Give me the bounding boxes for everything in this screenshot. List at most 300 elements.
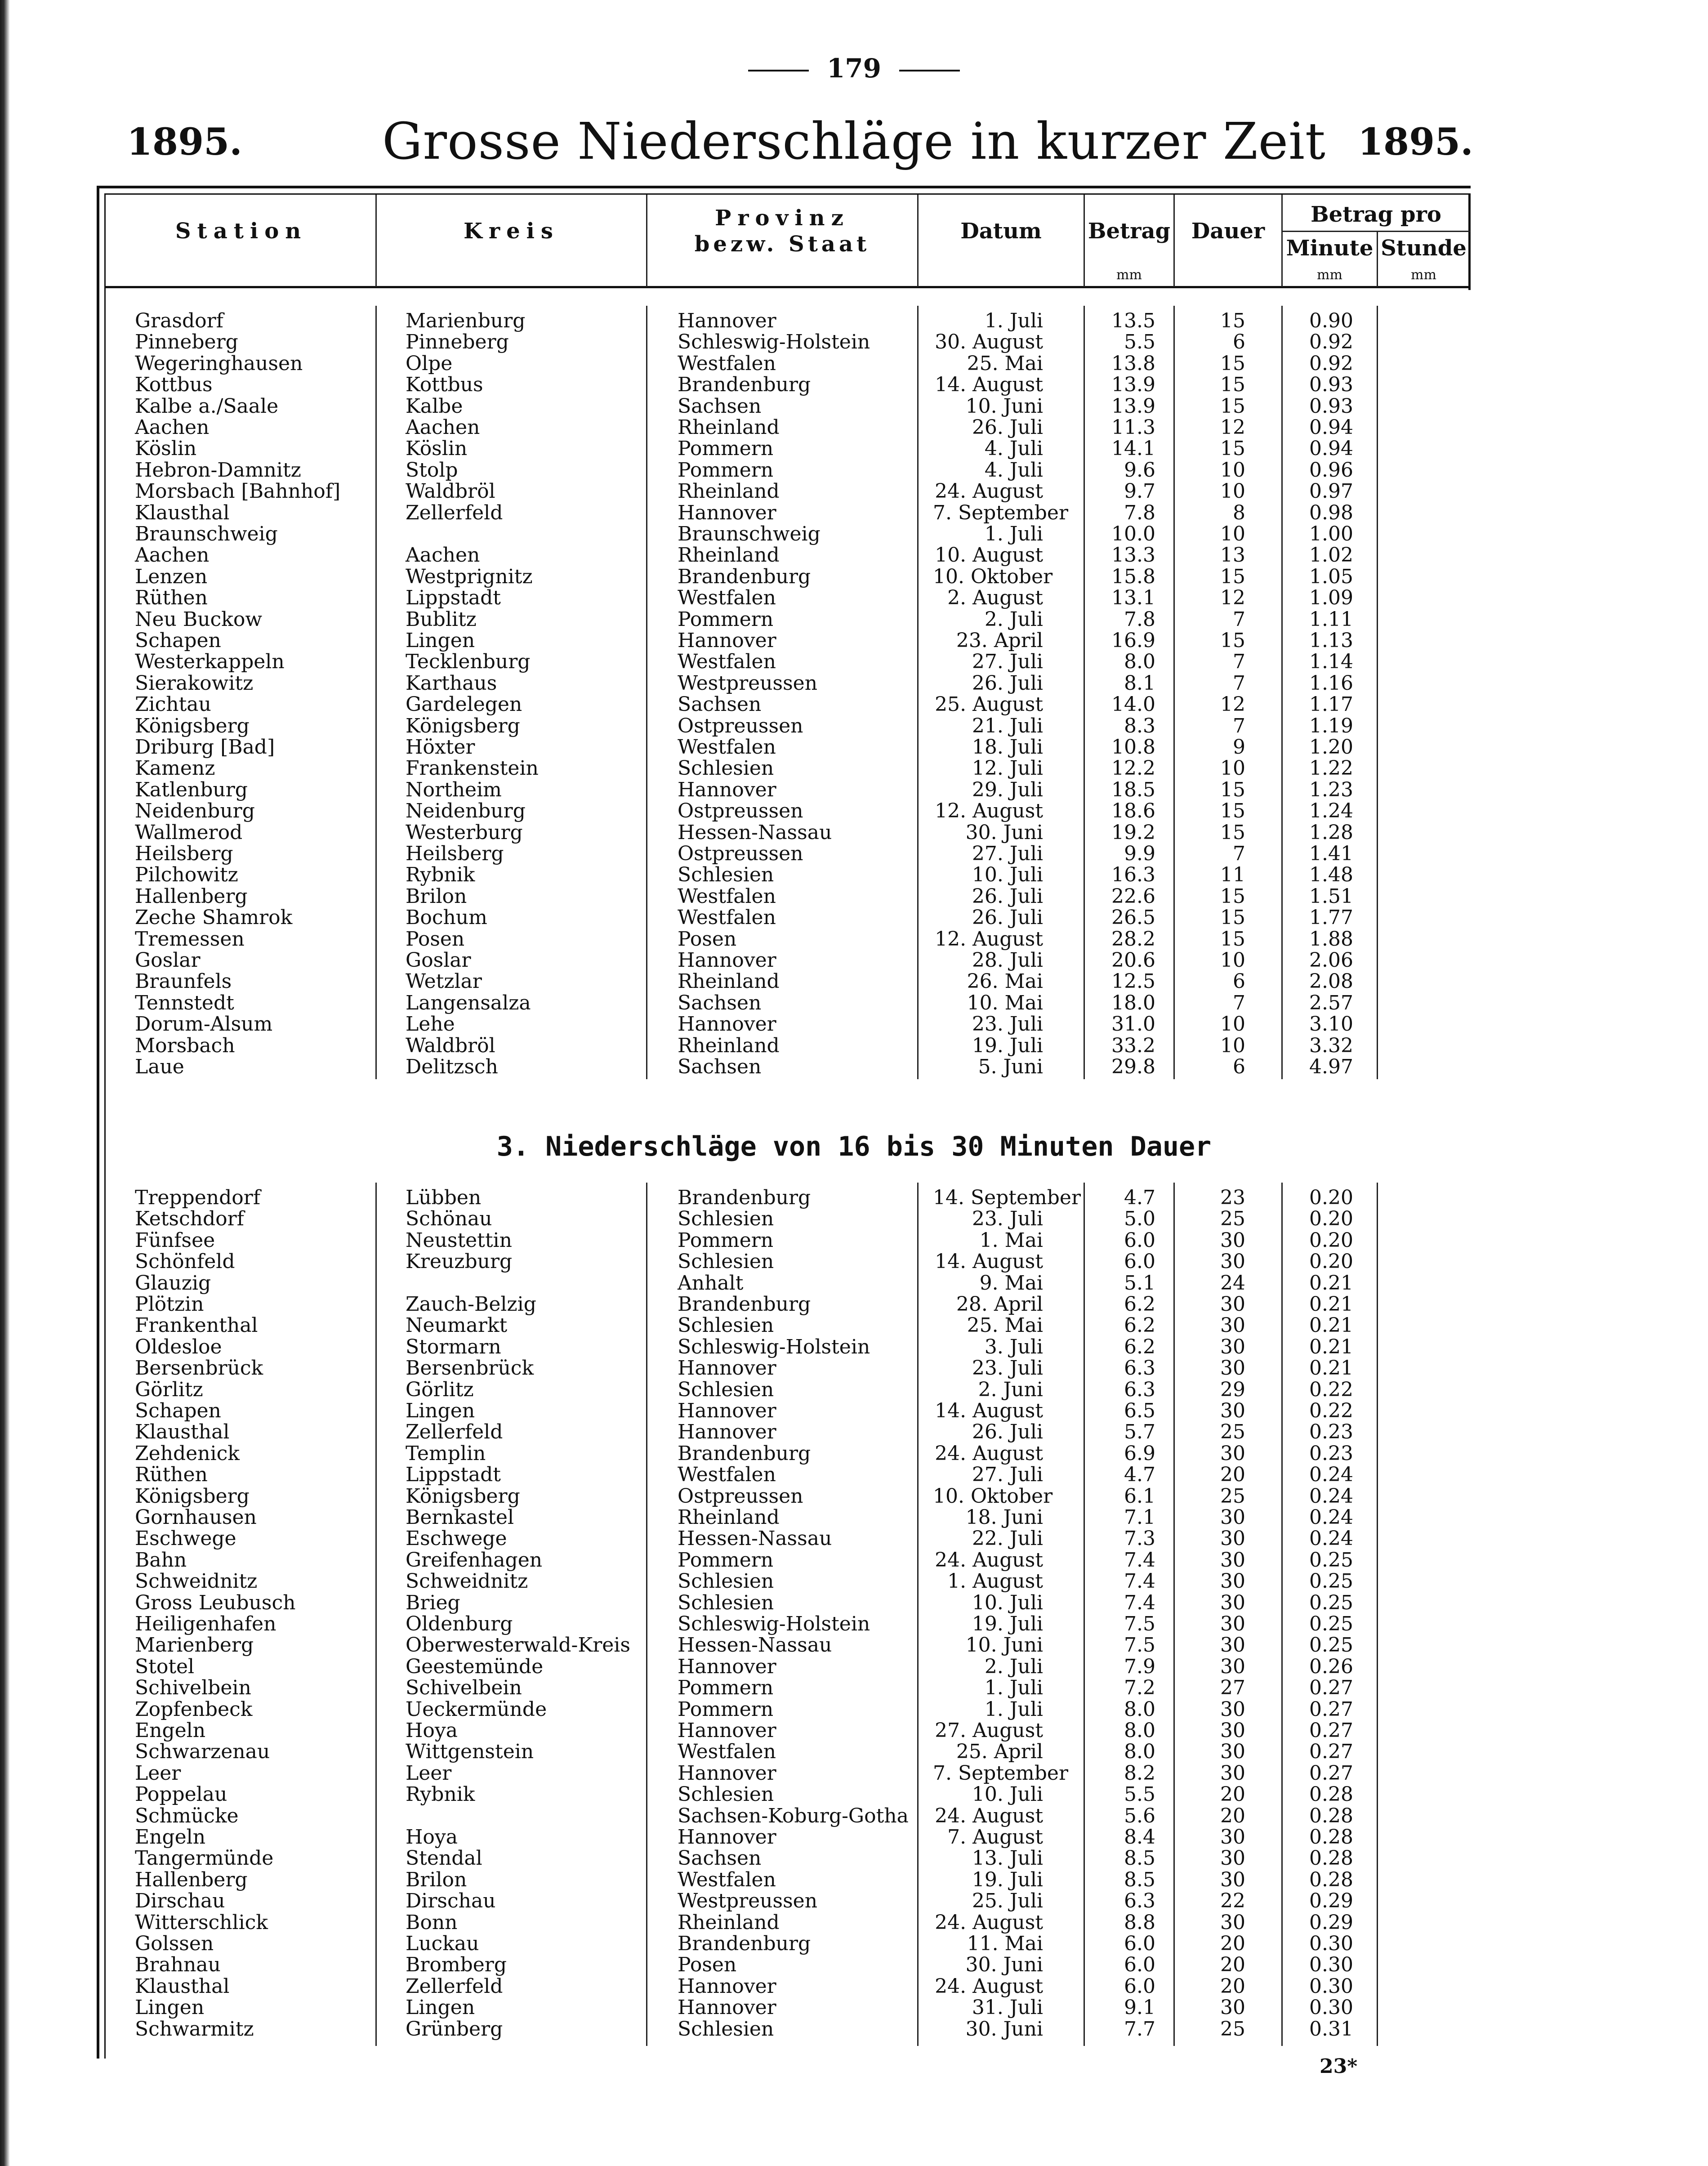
provinz-cell: Hessen-Nassau — [678, 1634, 832, 1657]
table-row — [0, 1848, 1708, 1869]
datum-cell: 9. Mai — [979, 1271, 1043, 1295]
table-row — [0, 1379, 1708, 1400]
station-cell: Golssen — [135, 1932, 214, 1955]
table-row — [0, 1933, 1708, 1954]
dauer-cell: 15 — [1220, 778, 1245, 801]
datum-cell: 30. Juni — [965, 2017, 1043, 2041]
station-cell: Hallenberg — [135, 884, 248, 908]
dauer-cell: 10 — [1220, 1034, 1245, 1057]
table-row — [0, 310, 1708, 331]
datum-cell: 24. August — [935, 1804, 1043, 1827]
kreis-cell: Lippstadt — [406, 1463, 501, 1487]
kreis-cell: Lingen — [406, 629, 475, 652]
station-cell: Heiligenhafen — [135, 1612, 276, 1635]
table-row — [0, 1656, 1708, 1677]
station-cell: Wallmerod — [135, 821, 243, 844]
kreis-cell: Olpe — [406, 352, 453, 375]
minute-cell: 0.27 — [1309, 1719, 1353, 1742]
station-cell: Lingen — [135, 1996, 205, 2019]
dauer-cell: 7 — [1233, 607, 1245, 631]
header-provinz — [647, 198, 917, 265]
minute-cell: 1.24 — [1309, 799, 1353, 823]
station-cell: Sierakowitz — [135, 671, 254, 695]
datum-cell: 18. Juni — [965, 1506, 1043, 1529]
kreis-cell: Zellerfeld — [406, 501, 503, 524]
provinz-cell: Brandenburg — [678, 373, 811, 397]
station-cell: Neidenburg — [135, 799, 255, 823]
dauer-cell: 7 — [1233, 714, 1245, 737]
provinz-cell: Brandenburg — [678, 1293, 811, 1316]
minute-cell: 1.13 — [1309, 629, 1353, 652]
kreis-cell: Eschwege — [406, 1527, 507, 1550]
datum-cell: 30. Juni — [965, 821, 1043, 844]
betrag-cell: 33.2 — [1111, 1034, 1155, 1057]
dauer-cell: 27 — [1220, 1676, 1245, 1700]
kreis-cell: Ueckermünde — [406, 1697, 547, 1721]
table-row — [0, 886, 1708, 907]
provinz-cell: Schlesien — [678, 2017, 774, 2041]
dauer-cell: 30 — [1220, 1911, 1245, 1934]
betrag-cell: 9.6 — [1124, 458, 1155, 482]
unit-minute: mm — [1317, 267, 1342, 283]
kreis-cell: Schivelbein — [406, 1676, 522, 1700]
dauer-cell: 22 — [1220, 1889, 1245, 1913]
dauer-cell: 30 — [1220, 1293, 1245, 1316]
datum-cell: 25. Mai — [967, 1314, 1043, 1337]
provinz-cell: Pommern — [678, 437, 774, 460]
datum-cell: 27. Juli — [972, 650, 1043, 674]
provinz-cell: Schleswig-Holstein — [678, 1612, 870, 1635]
betrag-cell: 13.8 — [1111, 352, 1155, 375]
station-cell: Plötzin — [135, 1293, 204, 1316]
betrag-cell: 28.2 — [1111, 927, 1155, 951]
kreis-cell: Bromberg — [406, 1953, 507, 1977]
table-row — [0, 929, 1708, 950]
table-row — [0, 1677, 1708, 1698]
header-minute — [1283, 233, 1377, 264]
dauer-cell: 15 — [1220, 394, 1245, 418]
datum-cell: 19. Juli — [972, 1612, 1043, 1635]
station-cell: Katlenburg — [135, 778, 248, 801]
minute-cell: 1.00 — [1309, 523, 1353, 545]
datum-cell: 23. Juli — [972, 1357, 1043, 1380]
dauer-cell: 15 — [1220, 629, 1245, 652]
header-minute-label: Minute — [1286, 236, 1374, 261]
minute-cell: 0.93 — [1309, 373, 1353, 397]
dauer-cell: 30 — [1220, 1996, 1245, 2019]
kreis-cell: Hoya — [406, 1719, 458, 1742]
table-row — [0, 1784, 1708, 1805]
table-row — [0, 1592, 1708, 1613]
datum-cell: 14. September — [933, 1186, 1081, 1209]
betrag-cell: 9.9 — [1124, 842, 1155, 865]
table-row — [0, 1720, 1708, 1741]
betrag-cell: 16.9 — [1111, 629, 1155, 652]
station-cell: Rüthen — [135, 586, 208, 610]
kreis-cell: Stormarn — [406, 1335, 501, 1358]
table-row — [0, 1869, 1708, 1890]
datum-cell: 10. Juli — [972, 863, 1043, 887]
provinz-cell: Schleswig-Holstein — [678, 1335, 870, 1358]
minute-cell: 0.27 — [1309, 1697, 1353, 1721]
betrag-cell: 6.2 — [1124, 1293, 1155, 1316]
minute-cell: 0.28 — [1309, 1783, 1353, 1806]
betrag-cell: 16.3 — [1111, 863, 1155, 887]
minute-cell: 0.21 — [1309, 1357, 1353, 1380]
datum-cell: 7. September — [933, 1761, 1068, 1785]
betrag-cell: 8.8 — [1124, 1911, 1155, 1934]
table-row — [0, 1443, 1708, 1464]
provinz-cell: Sachsen-Koburg-Gotha — [678, 1804, 909, 1827]
minute-cell: 0.21 — [1309, 1271, 1353, 1295]
header-dauer — [1175, 198, 1281, 265]
betrag-cell: 5.5 — [1124, 330, 1155, 354]
minute-cell: 1.41 — [1309, 842, 1353, 865]
station-cell: Schapen — [135, 629, 221, 652]
provinz-cell: Hannover — [678, 949, 776, 972]
minute-cell: 0.28 — [1309, 1804, 1353, 1827]
page-number-dash-left — [748, 70, 809, 71]
provinz-cell: Pommern — [678, 1228, 774, 1252]
datum-cell: 10. Oktober — [933, 565, 1053, 588]
minute-cell: 0.30 — [1309, 1932, 1353, 1955]
dauer-cell: 15 — [1220, 309, 1245, 332]
datum-cell: 26. Mai — [967, 970, 1043, 993]
provinz-cell: Westfalen — [678, 1463, 776, 1487]
betrag-cell: 18.5 — [1111, 778, 1155, 801]
minute-cell: 2.57 — [1309, 991, 1353, 1014]
minute-cell: 1.23 — [1309, 778, 1353, 801]
datum-cell: 27. Juli — [972, 842, 1043, 865]
betrag-cell: 13.3 — [1111, 544, 1155, 567]
table-row — [0, 1421, 1708, 1443]
datum-cell: 10. Juli — [972, 1783, 1043, 1806]
station-cell: Morsbach [Bahnhof] — [135, 480, 341, 503]
dauer-cell: 30 — [1220, 1826, 1245, 1849]
table-row — [0, 609, 1708, 630]
datum-cell: 31. Juli — [972, 1996, 1043, 2019]
table-row — [0, 1014, 1708, 1035]
station-cell: Schmücke — [135, 1804, 239, 1827]
betrag-cell: 5.0 — [1124, 1207, 1155, 1231]
minute-cell: 0.25 — [1309, 1591, 1353, 1614]
header-datum — [919, 198, 1084, 265]
station-cell: Eschwege — [135, 1527, 236, 1550]
betrag-cell: 11.3 — [1111, 416, 1155, 439]
table-row — [0, 1528, 1708, 1549]
betrag-cell: 20.6 — [1111, 949, 1155, 972]
kreis-cell: Langensalza — [406, 991, 531, 1014]
provinz-cell: Hannover — [678, 1420, 776, 1444]
kreis-cell: Wetzlar — [406, 970, 482, 993]
minute-cell: 0.30 — [1309, 1953, 1353, 1977]
kreis-cell: Frankenstein — [406, 757, 539, 780]
kreis-cell: Grünberg — [406, 2017, 503, 2041]
provinz-cell: Ostpreussen — [678, 714, 803, 737]
minute-cell: 0.21 — [1309, 1314, 1353, 1337]
provinz-cell: Ostpreussen — [678, 799, 803, 823]
provinz-cell: Schlesien — [678, 1250, 774, 1273]
betrag-cell: 12.5 — [1111, 970, 1155, 993]
table-row — [0, 1954, 1708, 1975]
datum-cell: 25. Juli — [972, 1889, 1043, 1913]
dauer-cell: 30 — [1220, 1761, 1245, 1785]
kreis-cell: Stendal — [406, 1847, 482, 1870]
kreis-cell: Bersenbrück — [406, 1357, 534, 1380]
station-cell: Klausthal — [135, 1974, 230, 1998]
station-cell: Braunfels — [135, 970, 232, 993]
betrag-cell: 8.2 — [1124, 1761, 1155, 1785]
minute-cell: 2.06 — [1309, 949, 1353, 972]
datum-cell: 28. Juli — [972, 949, 1043, 972]
provinz-cell: Brandenburg — [678, 1932, 811, 1955]
station-cell: Glauzig — [135, 1271, 211, 1295]
station-cell: Westerkappeln — [135, 650, 285, 674]
kreis-cell: Northeim — [406, 778, 502, 801]
datum-cell: 12. August — [935, 927, 1043, 951]
station-cell: Dorum-Alsum — [135, 1013, 273, 1036]
betrag-cell: 6.0 — [1124, 1932, 1155, 1955]
station-cell: Rüthen — [135, 1463, 208, 1487]
betrag-cell: 7.9 — [1124, 1655, 1155, 1678]
dauer-cell: 30 — [1220, 1570, 1245, 1593]
minute-cell: 1.16 — [1309, 671, 1353, 695]
provinz-cell: Hannover — [678, 629, 776, 652]
betrag-cell: 10.0 — [1111, 523, 1155, 545]
datum-cell: 27. August — [935, 1719, 1043, 1742]
kreis-cell: Gardelegen — [406, 693, 522, 716]
dauer-cell: 23 — [1220, 1186, 1245, 1209]
minute-cell: 1.22 — [1309, 757, 1353, 780]
provinz-cell: Brandenburg — [678, 1442, 811, 1465]
station-cell: Klausthal — [135, 1420, 230, 1444]
dauer-cell: 29 — [1220, 1378, 1245, 1401]
datum-cell: 23. April — [956, 629, 1043, 652]
provinz-cell: Hannover — [678, 501, 776, 524]
kreis-cell: Delitzsch — [406, 1055, 498, 1078]
datum-cell: 24. August — [935, 1911, 1043, 1934]
table-row — [0, 992, 1708, 1014]
minute-cell: 0.30 — [1309, 1996, 1353, 2019]
header-dauer-label: Dauer — [1191, 219, 1265, 244]
station-cell: Treppendorf — [135, 1186, 261, 1209]
kreis-cell: Posen — [406, 927, 465, 951]
dauer-cell: 30 — [1220, 1357, 1245, 1380]
table-row — [0, 715, 1708, 737]
minute-cell: 0.22 — [1309, 1378, 1353, 1401]
minute-cell: 1.20 — [1309, 736, 1353, 759]
kreis-cell: Görlitz — [406, 1378, 474, 1401]
station-cell: Schwarmitz — [135, 2017, 254, 2041]
station-cell: Leer — [135, 1761, 181, 1785]
unit-betrag: mm — [1116, 267, 1142, 283]
provinz-cell: Anhalt — [678, 1271, 744, 1295]
provinz-cell: Schleswig-Holstein — [678, 330, 870, 354]
kreis-cell: Pinneberg — [406, 330, 509, 354]
provinz-cell: Westfalen — [678, 884, 776, 908]
table-row — [0, 1805, 1708, 1827]
table-row — [0, 673, 1708, 694]
station-cell: Schwarzenau — [135, 1740, 270, 1764]
dauer-cell: 20 — [1220, 1932, 1245, 1955]
betrag-cell: 8.5 — [1124, 1847, 1155, 1870]
betrag-cell: 5.5 — [1124, 1783, 1155, 1806]
dauer-cell: 30 — [1220, 1250, 1245, 1273]
minute-cell: 0.27 — [1309, 1761, 1353, 1785]
provinz-cell: Hannover — [678, 1996, 776, 2019]
datum-cell: 24. August — [935, 1442, 1043, 1465]
datum-cell: 29. Juli — [972, 778, 1043, 801]
kreis-cell: Bonn — [406, 1911, 458, 1934]
provinz-cell: Schlesien — [678, 863, 774, 887]
kreis-cell: Templin — [406, 1442, 486, 1465]
provinz-cell: Rheinland — [678, 1911, 780, 1934]
datum-cell: 10. Juli — [972, 1591, 1043, 1614]
station-cell: Ketschdorf — [135, 1207, 244, 1231]
kreis-cell: Lippstadt — [406, 586, 501, 610]
betrag-cell: 14.1 — [1111, 437, 1155, 460]
provinz-cell: Hannover — [678, 1761, 776, 1785]
dauer-cell: 15 — [1220, 352, 1245, 375]
station-cell: Görlitz — [135, 1378, 203, 1401]
dauer-cell: 15 — [1220, 373, 1245, 397]
kreis-cell: Luckau — [406, 1932, 479, 1955]
table-row — [0, 417, 1708, 438]
table-row — [0, 651, 1708, 672]
minute-cell: 0.28 — [1309, 1847, 1353, 1870]
minute-cell: 1.19 — [1309, 714, 1353, 737]
table-row — [0, 800, 1708, 822]
betrag-cell: 8.4 — [1124, 1826, 1155, 1849]
minute-cell: 0.25 — [1309, 1612, 1353, 1635]
station-cell: Neu Buckow — [135, 607, 262, 631]
minute-cell: 0.98 — [1309, 501, 1353, 524]
table-row — [0, 864, 1708, 885]
kreis-cell: Brilon — [406, 1868, 467, 1891]
station-cell: Kamenz — [135, 757, 215, 780]
station-cell: Engeln — [135, 1826, 206, 1849]
provinz-cell: Hessen-Nassau — [678, 1527, 832, 1550]
provinz-cell: Hannover — [678, 1719, 776, 1742]
datum-cell: 30. Juni — [965, 1953, 1043, 1977]
table-row — [0, 1315, 1708, 1336]
dauer-cell: 12 — [1220, 416, 1245, 439]
dauer-cell: 30 — [1220, 1612, 1245, 1635]
station-cell: Köslin — [135, 437, 197, 460]
header-datum-label: Datum — [960, 219, 1042, 244]
station-cell: Bahn — [135, 1548, 187, 1572]
provinz-cell: Westfalen — [678, 906, 776, 929]
betrag-cell: 18.0 — [1111, 991, 1155, 1014]
header-subdivider — [1281, 231, 1470, 232]
station-cell: Königsberg — [135, 714, 250, 737]
kreis-cell: Geestemünde — [406, 1655, 544, 1678]
kreis-cell: Aachen — [406, 544, 480, 567]
table-frame-top-outer — [97, 186, 1471, 188]
betrag-cell: 7.1 — [1124, 1506, 1155, 1529]
table-row — [0, 1741, 1708, 1762]
provinz-cell: Westfalen — [678, 1868, 776, 1891]
betrag-cell: 14.0 — [1111, 693, 1155, 716]
betrag-cell: 7.2 — [1124, 1676, 1155, 1700]
dauer-cell: 10 — [1220, 949, 1245, 972]
kreis-cell: Köslin — [406, 437, 468, 460]
datum-cell: 10. Juni — [965, 394, 1043, 418]
table-row — [0, 1613, 1708, 1635]
year-left: 1895. — [127, 121, 242, 164]
table-row — [0, 331, 1708, 353]
datum-cell: 12. Juli — [972, 757, 1043, 780]
datum-cell: 14. August — [935, 1399, 1043, 1422]
kreis-cell: Neidenburg — [406, 799, 526, 823]
station-cell: Marienberg — [135, 1634, 254, 1657]
table-row — [0, 566, 1708, 587]
datum-cell: 3. Juli — [984, 1335, 1043, 1358]
table-row — [0, 374, 1708, 395]
minute-cell: 1.48 — [1309, 863, 1353, 887]
minute-cell: 0.28 — [1309, 1868, 1353, 1891]
dauer-cell: 6 — [1233, 330, 1245, 354]
station-cell: Kalbe a./Saale — [135, 394, 279, 418]
station-cell: Königsberg — [135, 1484, 250, 1508]
table-row — [0, 1230, 1708, 1251]
kreis-cell: Kalbe — [406, 394, 463, 418]
betrag-cell: 7.4 — [1124, 1548, 1155, 1572]
dauer-cell: 25 — [1220, 1420, 1245, 1444]
dauer-cell: 30 — [1220, 1655, 1245, 1678]
dauer-cell: 30 — [1220, 1634, 1245, 1657]
table-row — [0, 1571, 1708, 1592]
dauer-cell: 20 — [1220, 1783, 1245, 1806]
kreis-cell: Oberwesterwald-Kreis — [406, 1634, 630, 1657]
minute-cell: 0.23 — [1309, 1420, 1353, 1444]
betrag-cell: 7.7 — [1124, 2017, 1155, 2041]
provinz-cell: Pommern — [678, 458, 774, 482]
betrag-cell: 8.0 — [1124, 1740, 1155, 1764]
station-cell: Laue — [135, 1055, 184, 1078]
provinz-cell: Sachsen — [678, 394, 762, 418]
provinz-cell: Hessen-Nassau — [678, 821, 832, 844]
header-station — [107, 198, 375, 265]
minute-cell: 0.26 — [1309, 1655, 1353, 1678]
datum-cell: 14. August — [935, 1250, 1043, 1273]
dauer-cell: 15 — [1220, 927, 1245, 951]
minute-cell: 3.10 — [1309, 1013, 1353, 1036]
betrag-cell: 6.2 — [1124, 1335, 1155, 1358]
minute-cell: 0.29 — [1309, 1889, 1353, 1913]
betrag-cell: 26.5 — [1111, 906, 1155, 929]
dauer-cell: 30 — [1220, 1335, 1245, 1358]
betrag-cell: 8.3 — [1124, 714, 1155, 737]
datum-cell: 7. September — [933, 501, 1068, 524]
minute-cell: 0.25 — [1309, 1548, 1353, 1572]
provinz-cell: Hannover — [678, 1974, 776, 1998]
betrag-cell: 22.6 — [1111, 884, 1155, 908]
minute-cell: 0.97 — [1309, 480, 1353, 503]
dauer-cell: 10 — [1220, 523, 1245, 545]
station-cell: Hallenberg — [135, 1868, 248, 1891]
unit-stunde: mm — [1411, 267, 1436, 283]
kreis-cell: Karthaus — [406, 671, 497, 695]
station-cell: Gross Leubusch — [135, 1591, 296, 1614]
minute-cell: 0.20 — [1309, 1207, 1353, 1231]
datum-cell: 30. August — [935, 330, 1043, 354]
minute-cell: 0.94 — [1309, 416, 1353, 439]
kreis-cell: Aachen — [406, 416, 480, 439]
betrag-cell: 6.3 — [1124, 1889, 1155, 1913]
provinz-cell: Westpreussen — [678, 671, 818, 695]
provinz-cell: Brandenburg — [678, 565, 811, 588]
